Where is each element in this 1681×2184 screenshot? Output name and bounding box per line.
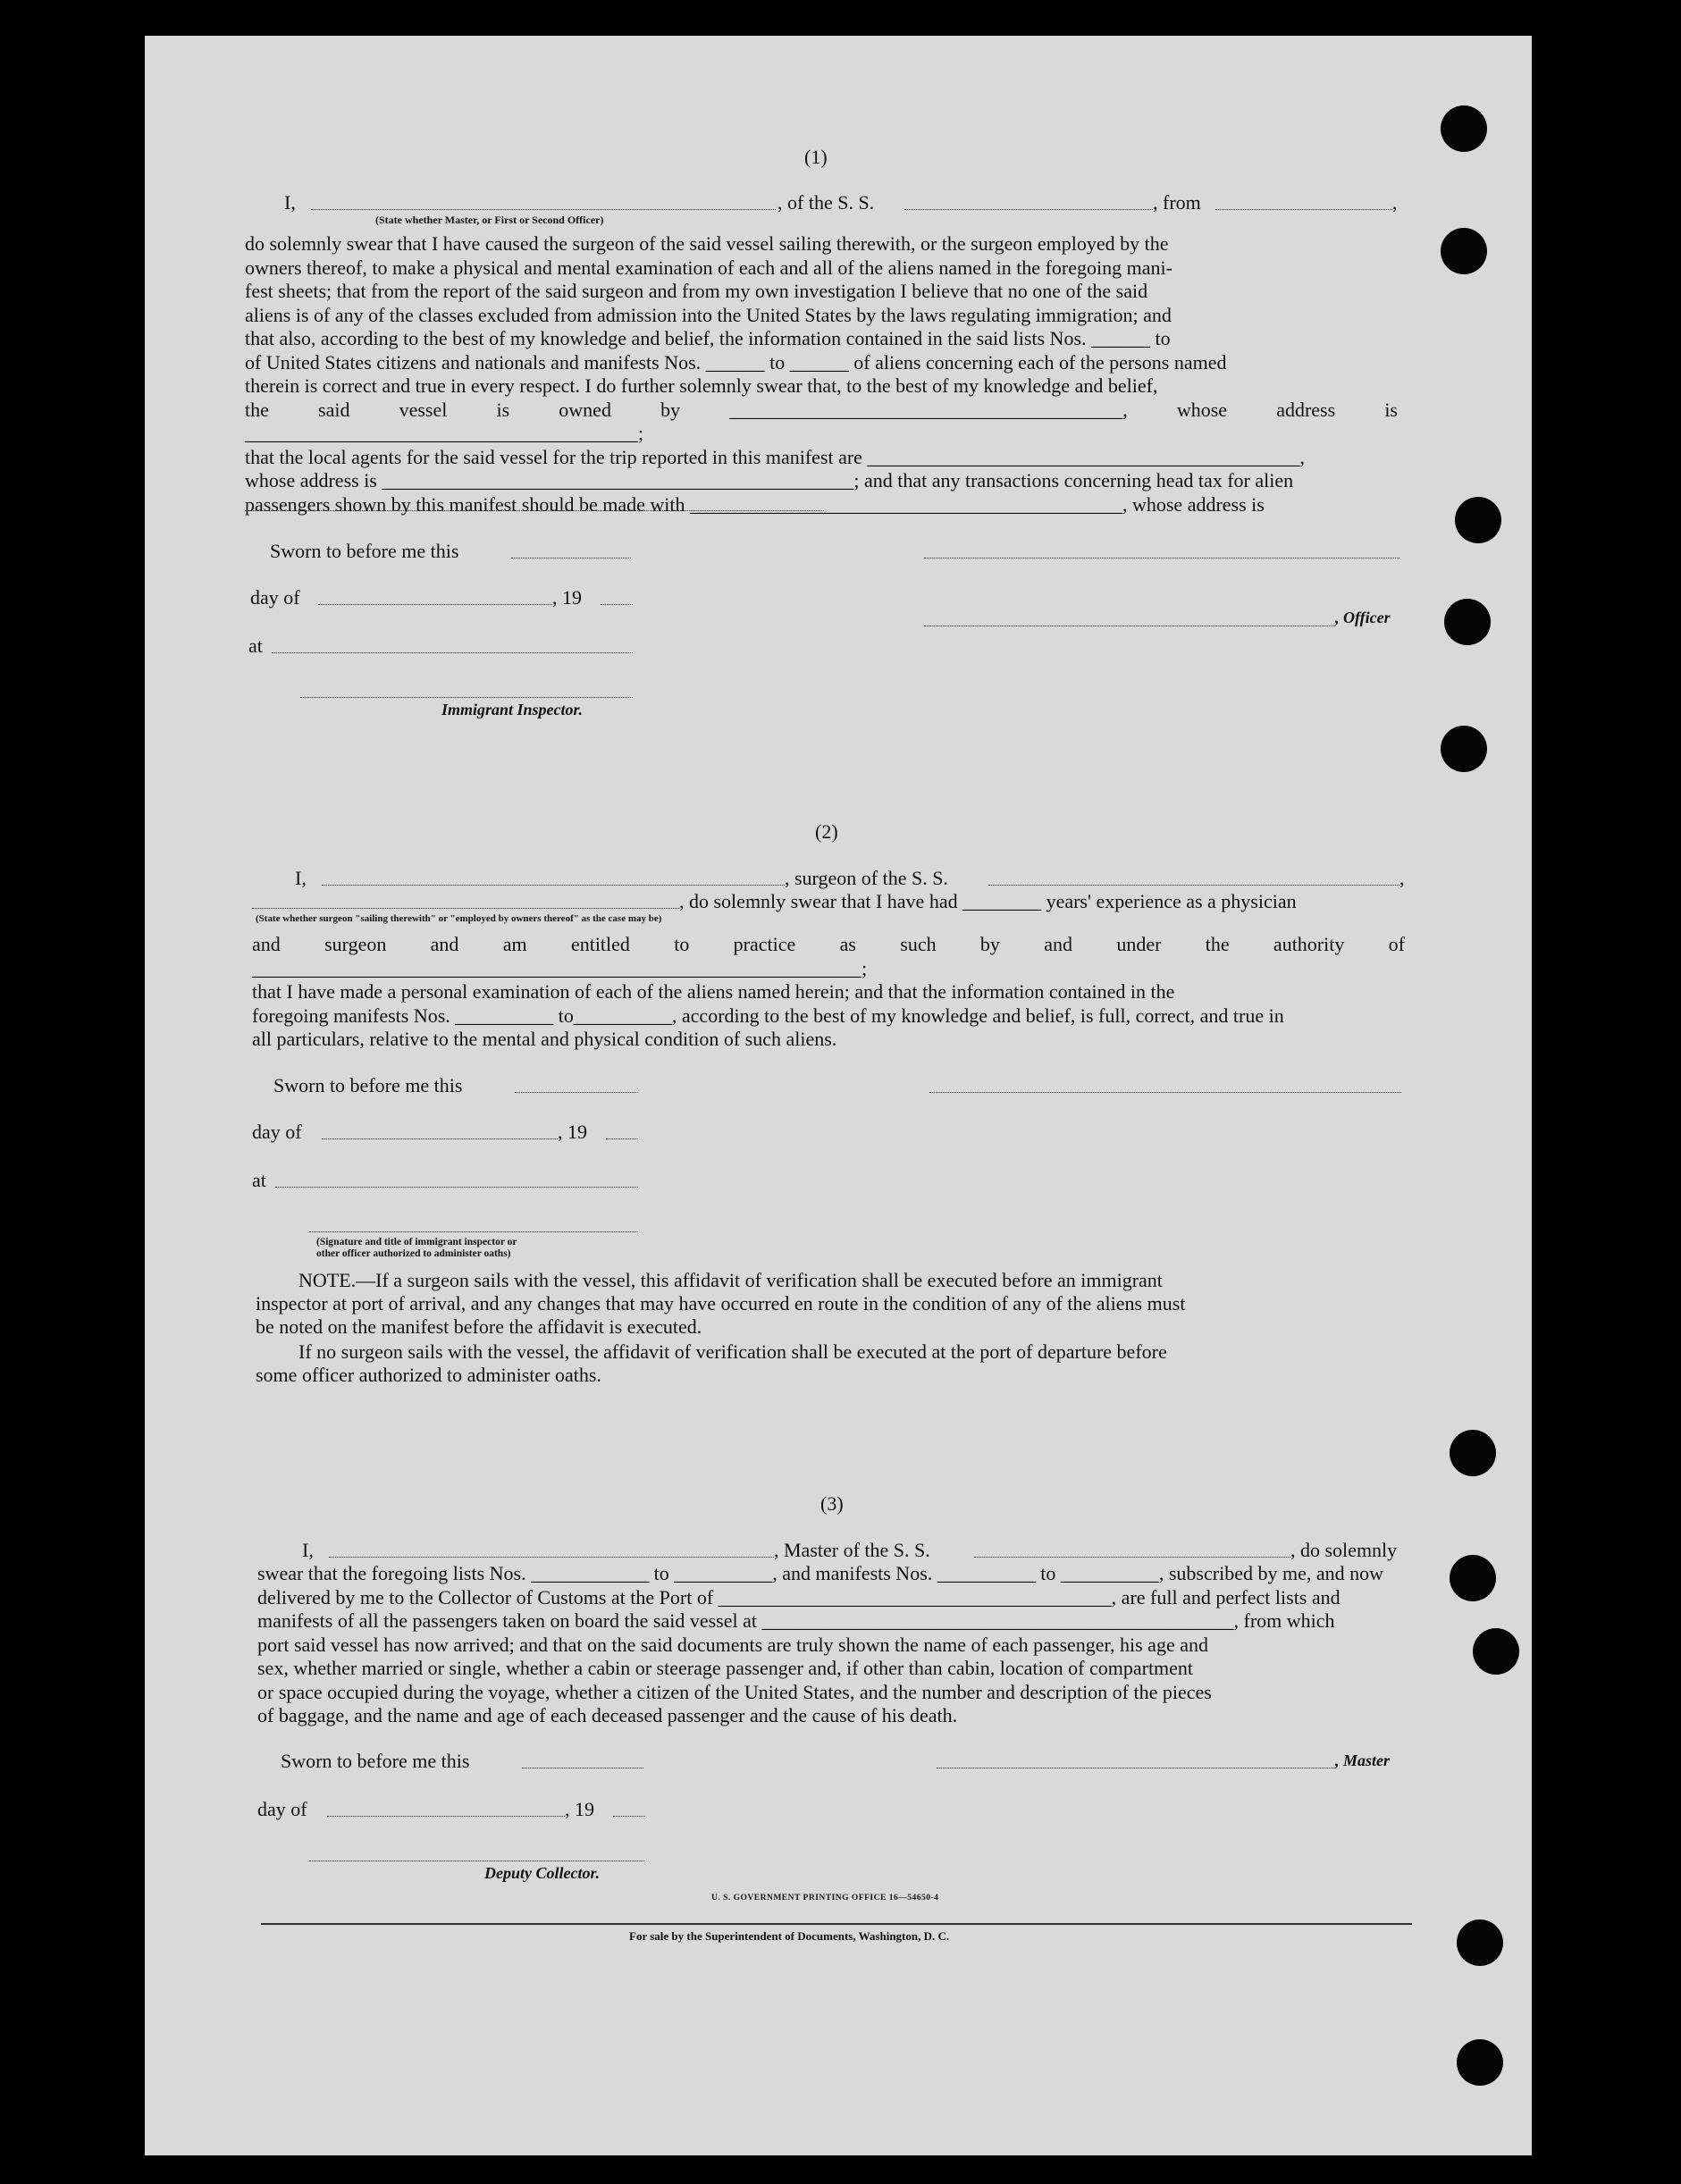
s3-body-line: port said vessel has now arrived; and that on the said documents are truly shown the name of each passenger, his age and xyxy=(257,1633,1208,1656)
s1-officer-signature-field[interactable] xyxy=(924,558,1399,559)
s1-body-line: passengers shown by this manifest should be made with ____________________________________________, whose address is xyxy=(245,492,1265,516)
punch-hole xyxy=(1444,599,1491,645)
note-line: If no surgeon sails with the vessel, the affidavit of verification shall be executed at the port of departure before xyxy=(298,1340,1167,1363)
s1-from-port-field[interactable] xyxy=(1215,209,1392,210)
note-line: be noted on the manifest before the affidavit is executed. xyxy=(256,1315,702,1338)
s1-officer-note: (State whether Master, or First or Second Officer) xyxy=(375,214,604,226)
s1-body-line: the said vessel is owned by ________________________________________, whose address is ________________________________________; xyxy=(245,398,1398,444)
s2-i-label: I, xyxy=(295,867,307,889)
s3-body-line: delivered by me to the Collector of Customs at the Port of ________________________________________, are full and perfect lists and xyxy=(257,1585,1341,1609)
s2-at-label: at xyxy=(252,1169,266,1191)
s2-experience-line: , do solemnly swear that I have had ________ years' experience as a physician xyxy=(679,890,1297,912)
section-2-number: (2) xyxy=(815,820,838,843)
s2-surgeon-signature-field[interactable] xyxy=(929,1092,1401,1093)
s3-body-line: swear that the foregoing lists Nos. ____________ to __________, and manifests Nos. __________ to __________, subscribed by me, and now xyxy=(257,1562,1383,1584)
s3-year-field[interactable] xyxy=(613,1816,645,1817)
s1-body-line: that the local agents for the said vessel for the trip reported in this manifest are ____________________________________________, xyxy=(245,445,1305,468)
s3-month-field[interactable] xyxy=(327,1816,565,1817)
s1-body-line: owners thereof, to make a physical and mental examination of each and all of the aliens named in the foregoing mani- xyxy=(245,256,1172,279)
s3-i-label: I, xyxy=(302,1539,314,1561)
s1-of-ss-label: , of the S. S. xyxy=(777,191,875,214)
s1-body-line: of United States citizens and nationals and manifests Nos. ______ to ______ of aliens concerning each of the persons named xyxy=(245,350,1227,374)
s2-surgeon-note: (State whether surgeon "sailing therewith" or "employed by owners thereof" as the case may be) xyxy=(256,913,662,924)
s1-address-continuation-field[interactable] xyxy=(245,510,824,511)
s2-body-line: foregoing manifests Nos. __________ to__________, according to the best of my knowledge and belief, is full, correct, and true in xyxy=(252,1004,1284,1027)
punch-hole xyxy=(1450,1555,1496,1601)
s1-i-label: I, xyxy=(284,191,296,214)
s2-signature-note-1: (Signature and title of immigrant inspector or xyxy=(316,1237,517,1247)
s1-body-line: do solemnly swear that I have caused the surgeon of the said vessel sailing therewith, or the surgeon employed by the xyxy=(245,232,1169,255)
s1-body-line: therein is correct and true in every respect. I do further solemnly swear that, to the best of my knowledge and belief, xyxy=(245,374,1158,397)
s3-day-of-label: day of xyxy=(257,1798,307,1820)
punch-hole xyxy=(1450,1430,1496,1476)
s1-day-of-label: day of xyxy=(250,586,300,609)
s3-master-name-field[interactable] xyxy=(329,1557,774,1558)
s1-at-place-field[interactable] xyxy=(272,652,633,653)
s2-body-line: and surgeon and am entitled to practice as such by and under the authority of ______________________________________________________________; xyxy=(252,933,1405,979)
s2-surgeon-name-field[interactable] xyxy=(322,885,785,886)
s3-oath-body xyxy=(257,1562,1410,1728)
punch-hole xyxy=(1455,497,1501,543)
s1-vessel-name-field[interactable] xyxy=(904,209,1153,210)
s2-year-field[interactable] xyxy=(606,1138,638,1139)
s2-body-line: all particulars, relative to the mental and physical condition of such aliens. xyxy=(252,1028,837,1050)
s2-month-field[interactable] xyxy=(322,1138,558,1139)
s2-sworn-label: Sworn to before me this xyxy=(273,1074,463,1096)
punch-hole xyxy=(1441,228,1487,274)
s3-body-line: of baggage, and the name and age of each deceased passenger and the cause of his death. xyxy=(257,1704,958,1726)
s1-comma: , xyxy=(1392,191,1398,214)
gpo-imprint: U. S. GOVERNMENT PRINTING OFFICE 16—54650-4 xyxy=(711,1894,939,1903)
sale-notice: For sale by the Superintendent of Documents, Washington, D. C. xyxy=(629,1929,950,1943)
s2-year-label: , 19 xyxy=(558,1121,587,1143)
s1-oath-body xyxy=(245,232,1398,517)
s1-year-field[interactable] xyxy=(601,604,633,605)
note-label: NOTE. xyxy=(298,1269,357,1291)
s2-comma: , xyxy=(1399,867,1405,889)
s1-body-line: that also, according to the best of my knowledge and belief, the information contained in the said lists Nos. ______ to xyxy=(245,327,1171,349)
note-line: —If a surgeon sails with the vessel, this affidavit of verification shall be executed before an immigrant xyxy=(356,1269,1163,1291)
s1-sworn-label: Sworn to before me this xyxy=(270,540,459,562)
s1-body-line: aliens is of any of the classes excluded from admission into the United States by the laws regulating immigration; and xyxy=(245,303,1172,326)
s3-master-label: , Master of the S. S. xyxy=(774,1539,930,1561)
footer-rule xyxy=(261,1923,1412,1925)
s2-body-line: that I have made a personal examination of each of the aliens named herein; and that the information contained in the xyxy=(252,980,1175,1003)
s1-inspector-label: Immigrant Inspector. xyxy=(441,701,584,718)
s2-signature-note-2: other officer authorized to administer oaths) xyxy=(316,1248,511,1259)
s3-body-line: manifests of all the passengers taken on board the said vessel at ________________________________________________, from which xyxy=(257,1609,1335,1632)
punch-hole xyxy=(1457,2039,1503,2086)
s1-body-line: fest sheets; that from the report of the said surgeon and from my own investigation I believe that no one of the said xyxy=(245,280,1148,302)
s2-sworn-day-field[interactable] xyxy=(515,1092,638,1093)
s1-body-line: whose address is ________________________________________________; and that any transactions concerning head tax for alien xyxy=(245,469,1294,491)
s1-from-label: , from xyxy=(1153,191,1201,214)
s2-note-paragraph xyxy=(298,1269,1163,1292)
s3-body-line: sex, whether married or single, whether a cabin or steerage passenger and, if other than cabin, location of compartment xyxy=(257,1657,1194,1679)
s3-year-label: , 19 xyxy=(565,1798,594,1820)
s1-month-field[interactable] xyxy=(318,604,552,605)
s3-master-sign-label: , Master xyxy=(1335,1751,1391,1769)
punch-hole xyxy=(1473,1628,1519,1675)
s2-vessel-name-field[interactable] xyxy=(988,885,1399,886)
s2-day-of-label: day of xyxy=(252,1121,302,1143)
punch-hole xyxy=(1441,726,1487,772)
s3-sworn-label: Sworn to before me this xyxy=(281,1750,470,1772)
s2-surgeon-type-field[interactable] xyxy=(252,908,679,909)
s3-do-solemnly: , do solemnly xyxy=(1290,1539,1398,1561)
s1-at-label: at xyxy=(248,634,263,657)
punch-hole xyxy=(1441,105,1487,152)
s3-body-line: or space occupied during the voyage, whether a citizen of the United States, and the number and description of the pieces xyxy=(257,1680,1212,1703)
s1-officer-label: , Officer xyxy=(1335,609,1391,626)
note-line: inspector at port of arrival, and any changes that may have occurred en route in the condition of any of the aliens must xyxy=(256,1292,1186,1315)
s1-year-label: , 19 xyxy=(552,586,582,609)
s3-vessel-name-field[interactable] xyxy=(974,1557,1290,1558)
s2-oath-body xyxy=(252,933,1405,1052)
s2-at-place-field[interactable] xyxy=(275,1187,638,1188)
s1-sworn-day-field[interactable] xyxy=(511,558,631,559)
s2-inspector-signature-field[interactable] xyxy=(309,1231,638,1232)
section-3-number: (3) xyxy=(820,1492,844,1515)
section-1-number: (1) xyxy=(804,146,828,168)
s1-officer-name-field[interactable] xyxy=(311,209,776,210)
punch-hole xyxy=(1457,1919,1503,1966)
s3-collector-label: Deputy Collector. xyxy=(484,1864,600,1882)
s2-surgeon-label: , surgeon of the S. S. xyxy=(785,867,948,889)
note-line: some officer authorized to administer oaths. xyxy=(256,1364,601,1386)
s1-inspector-signature-field[interactable] xyxy=(300,697,633,698)
